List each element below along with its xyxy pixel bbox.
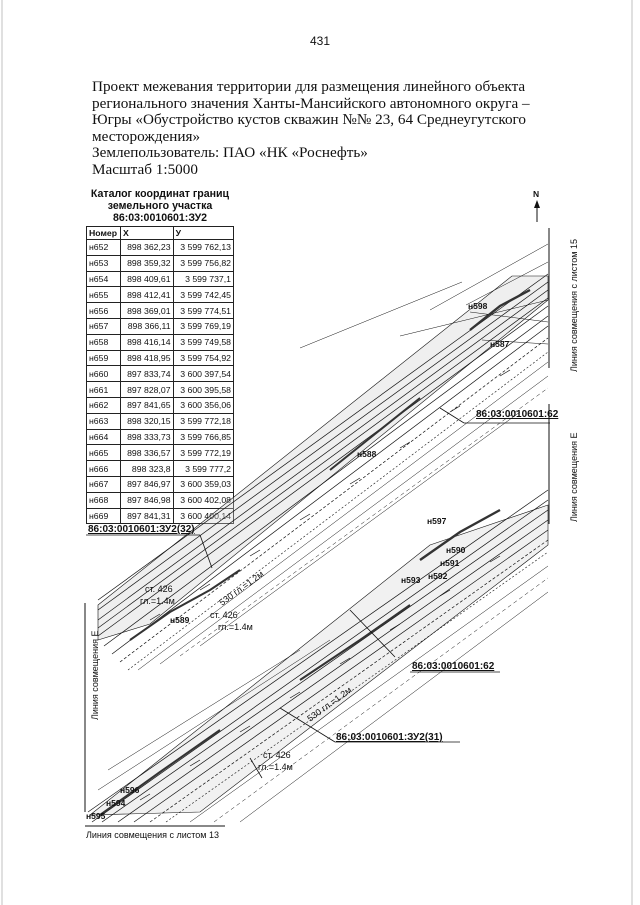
x-coordinate-cell: 898 412,41 [121, 287, 174, 303]
annotation-gl-lower: гл.=1.4м [258, 762, 293, 772]
north-arrow-icon [534, 200, 540, 222]
point-n594: н594 [106, 798, 126, 808]
point-number-cell: н658 [87, 334, 121, 350]
page-number: 431 [309, 34, 331, 48]
point-number-cell: н668 [87, 492, 121, 508]
point-n597: н597 [427, 516, 447, 526]
point-number-cell: н664 [87, 429, 121, 445]
y-coordinate-cell: 3 599 737,1 [173, 271, 233, 287]
x-coordinate-cell: 898 336,57 [121, 445, 174, 461]
annotation-gl-upper: гл.=1.4м [140, 596, 175, 606]
x-coordinate-cell: 898 418,95 [121, 350, 174, 366]
combination-label-sheet13: Линия совмещения с листом 13 [86, 830, 219, 840]
title-line: месторождения» [92, 127, 201, 145]
x-coordinate-cell: 898 359,32 [121, 255, 174, 271]
y-coordinate-cell: 3 599 762,13 [173, 240, 233, 256]
point-number-cell: н659 [87, 350, 121, 366]
point-number-cell: н667 [87, 476, 121, 492]
title-line: Югры «Обустройство кустов скважин №№ 23, 64 Среднеугутского [92, 111, 526, 128]
y-coordinate-cell: 3 599 766,85 [173, 429, 233, 445]
y-coordinate-cell: 3 600 402,08 [173, 492, 233, 508]
x-coordinate-cell: 898 362,23 [121, 240, 174, 256]
y-coordinate-cell: 3 599 772,19 [173, 445, 233, 461]
y-coordinate-cell: 3 600 400,14 [173, 508, 233, 524]
point-number-cell: н662 [87, 397, 121, 413]
x-coordinate-cell: 898 409,61 [121, 271, 174, 287]
point-number-cell: н657 [87, 318, 121, 334]
header-x: X [121, 227, 174, 240]
x-coordinate-cell: 898 416,14 [121, 334, 174, 350]
cadastral-62-top: 86:03:0010601:62 [476, 409, 559, 420]
combination-label-e-left: Линия совмещения Е [90, 630, 100, 720]
x-coordinate-cell: 897 828,07 [121, 382, 174, 398]
point-number-cell: н653 [87, 255, 121, 271]
y-coordinate-cell: 3 599 742,45 [173, 287, 233, 303]
annotation-st-lower: ст. 426 [263, 750, 291, 760]
x-coordinate-cell: 898 366,11 [121, 318, 174, 334]
x-coordinate-cell: 897 833,74 [121, 366, 174, 382]
cadastral-zu2-32: 86:03:0010601:ЗУ2(32) [88, 524, 195, 535]
y-coordinate-cell: 3 600 397,54 [173, 366, 233, 382]
y-coordinate-cell: 3 599 769,19 [173, 318, 233, 334]
point-number-cell: н652 [87, 240, 121, 256]
y-coordinate-cell: 3 600 359,03 [173, 476, 233, 492]
point-number-cell: н655 [87, 287, 121, 303]
annotation-road-lower: 530 гл.=1.2м [305, 684, 354, 724]
point-number-cell: н656 [87, 303, 121, 319]
title-line: Проект межевания территории для размещения линейного объекта [92, 78, 526, 95]
y-coordinate-cell: 3 599 774,51 [173, 303, 233, 319]
annotation-st-middle: ст. 426 [210, 610, 238, 620]
annotation-gl-middle: гл.=1.4м [218, 622, 253, 632]
x-coordinate-cell: 897 841,65 [121, 397, 174, 413]
point-n592: н592 [428, 571, 448, 581]
cadastral-62-bottom: 86:03:0010601:62 [412, 661, 495, 672]
y-coordinate-cell: 3 600 395,58 [173, 382, 233, 398]
point-n590: н590 [446, 545, 466, 555]
x-coordinate-cell: 898 333,73 [121, 429, 174, 445]
cadastral-zu2-31: 86:03:0010601:ЗУ2(31) [336, 732, 443, 743]
catalog-title-line: земельного участка [107, 200, 213, 212]
point-n593: н593 [401, 575, 421, 585]
catalog-title-line: 86:03:0010601:ЗУ2 [112, 212, 208, 224]
point-number-cell: н665 [87, 445, 121, 461]
combination-label-sheet15: Линия совмещения с листом 15 [569, 239, 579, 372]
x-coordinate-cell: 897 841,31 [121, 508, 174, 524]
catalog-title-line: Каталог координат границ [90, 188, 230, 200]
x-coordinate-cell: 898 323,8 [121, 461, 174, 477]
y-coordinate-cell: 3 599 777,2 [173, 461, 233, 477]
y-coordinate-cell: 3 599 756,82 [173, 255, 233, 271]
y-coordinate-cell: 3 599 772,18 [173, 413, 233, 429]
point-number-cell: н654 [87, 271, 121, 287]
title-line: регионального значения Ханты-Мансийского автономного округа – [92, 94, 530, 112]
header-y: У [173, 227, 233, 240]
scale: Масштаб 1:5000 [92, 160, 198, 178]
y-coordinate-cell: 3 600 356,06 [173, 397, 233, 413]
x-coordinate-cell: 897 846,97 [121, 476, 174, 492]
land-user: Землепользователь: ПАО «НК «Роснефть» [92, 144, 368, 161]
y-coordinate-cell: 3 599 749,58 [173, 334, 233, 350]
point-n589: н589 [170, 615, 190, 625]
point-n595: н595 [86, 811, 106, 821]
north-label: N [533, 189, 540, 199]
lower-corridor-band [90, 505, 548, 815]
x-coordinate-cell: 898 320,15 [121, 413, 174, 429]
x-coordinate-cell: 897 846,98 [121, 492, 174, 508]
x-coordinate-cell: 898 369,01 [121, 303, 174, 319]
point-number-cell: н663 [87, 413, 121, 429]
point-n588: н588 [357, 449, 377, 459]
point-n591: н591 [440, 558, 460, 568]
point-number-cell: н669 [87, 508, 121, 524]
combination-label-e-right: Линия совмещения Е [569, 432, 579, 522]
y-coordinate-cell: 3 599 754,92 [173, 350, 233, 366]
header-number: Номер [87, 227, 121, 240]
annotation-st-upper: ст. 426 [145, 584, 173, 594]
point-number-cell: н661 [87, 382, 121, 398]
point-n596: н596 [120, 785, 140, 795]
point-n587: н587 [490, 339, 510, 349]
point-number-cell: н666 [87, 461, 121, 477]
annotation-road-upper: 530 гл.=1.2м [217, 568, 266, 608]
point-n598: н598 [468, 301, 488, 311]
point-number-cell: н660 [87, 366, 121, 382]
